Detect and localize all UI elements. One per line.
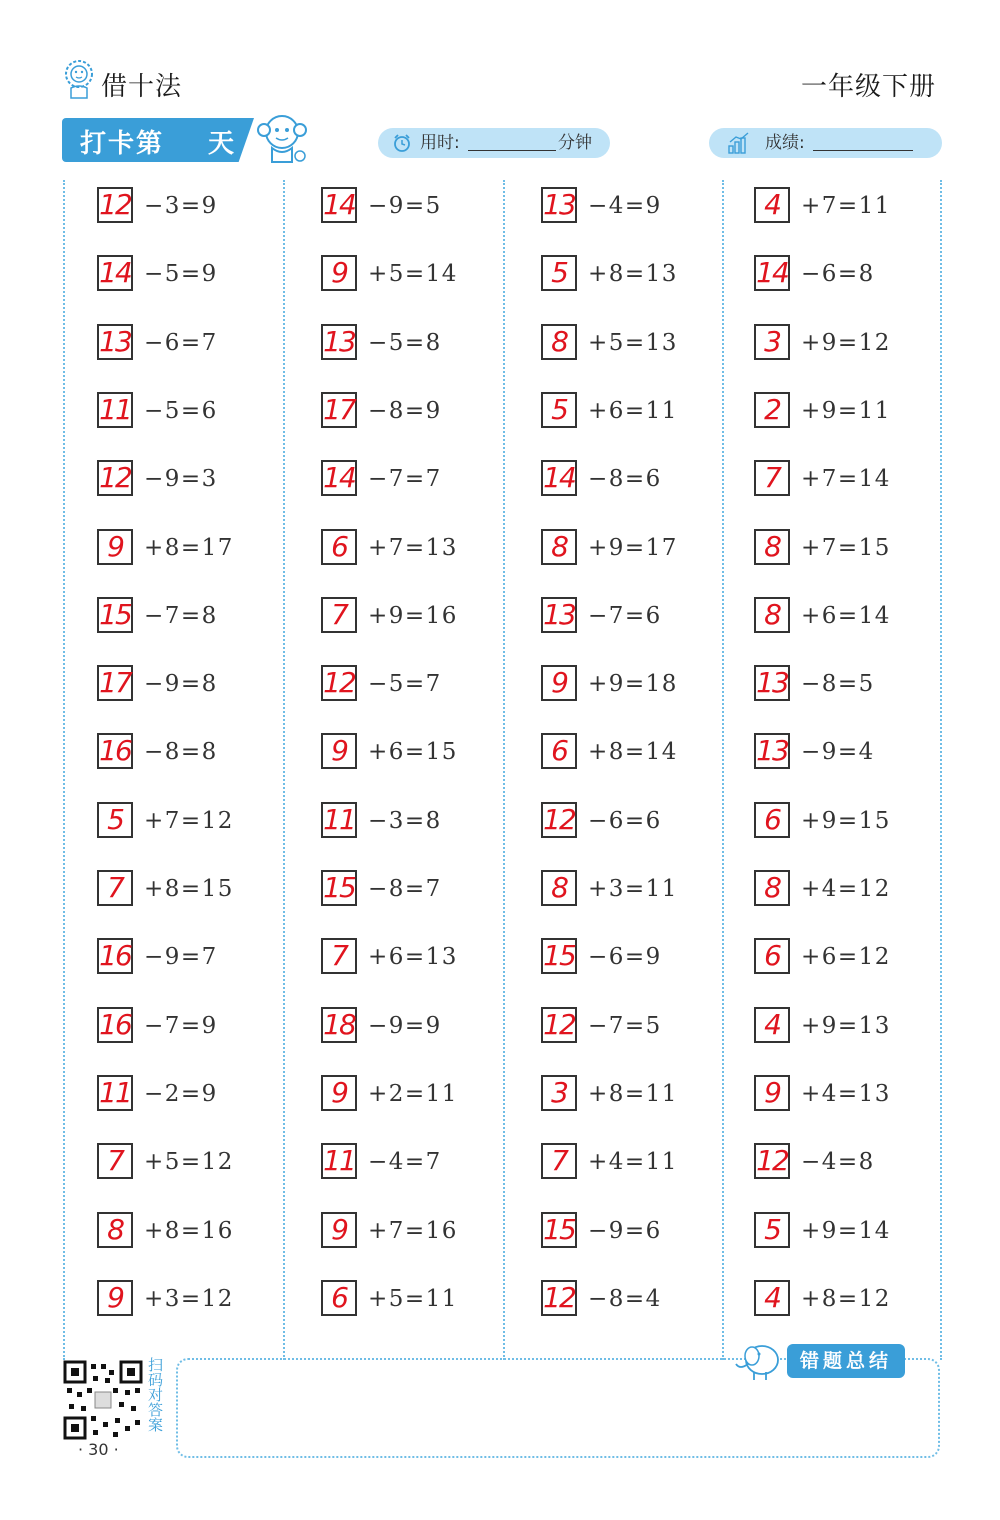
problem-item: [97, 597, 307, 637]
problem-item: [541, 1075, 751, 1115]
problem-item: [754, 802, 964, 842]
equation-text: +8=16: [144, 1218, 234, 1244]
score-blank[interactable]: [813, 150, 913, 151]
problem-item: [321, 324, 531, 364]
handwritten-answer: 7: [764, 461, 780, 494]
equation-text: +7=13: [368, 535, 458, 561]
handwritten-answer: 6: [764, 939, 780, 972]
handwritten-answer: 18: [323, 1008, 355, 1041]
handwritten-answer: 7: [331, 939, 347, 972]
problem-item: [754, 665, 964, 705]
problem-item: [321, 665, 531, 705]
equation-text: +9=12: [801, 330, 891, 356]
equation-text: −7=5: [588, 1013, 662, 1039]
problem-item: [754, 733, 964, 773]
grade-label: 一年级下册: [800, 72, 936, 102]
problem-item: [541, 733, 751, 773]
handwritten-answer: 15: [99, 598, 131, 631]
handwritten-answer: 4: [764, 1281, 780, 1314]
problem-item: [541, 938, 751, 978]
equation-text: +7=15: [801, 535, 891, 561]
handwritten-answer: 7: [107, 871, 123, 904]
handwritten-answer: 12: [99, 461, 131, 494]
handwritten-answer: 14: [543, 461, 575, 494]
equation-text: +3=12: [144, 1286, 234, 1312]
equation-text: +4=11: [588, 1149, 678, 1175]
problem-item: [754, 1280, 964, 1320]
problem-item: [321, 870, 531, 910]
elephant-mascot-icon: [732, 1340, 784, 1382]
handwritten-answer: 12: [323, 666, 355, 699]
handwritten-answer: 13: [543, 598, 575, 631]
equation-text: −5=7: [368, 671, 442, 697]
problem-item: [541, 870, 751, 910]
problem-item: [97, 187, 307, 227]
problem-item: [541, 665, 751, 705]
handwritten-answer: 9: [551, 666, 567, 699]
problem-item: [754, 870, 964, 910]
equation-text: +9=11: [801, 398, 891, 424]
equation-text: −5=9: [144, 261, 218, 287]
alarm-clock-icon: [392, 133, 412, 153]
equation-text: −4=8: [801, 1149, 875, 1175]
equation-text: +9=18: [588, 671, 678, 697]
handwritten-answer: 12: [543, 1008, 575, 1041]
problem-item: [541, 1212, 751, 1252]
topic-title: 借十法: [101, 72, 183, 102]
equation-text: +8=13: [588, 261, 678, 287]
equation-text: −8=4: [588, 1286, 662, 1312]
problem-item: [97, 733, 307, 773]
equation-text: +5=13: [588, 330, 678, 356]
handwritten-answer: 11: [99, 1076, 131, 1109]
problem-item: [321, 1007, 531, 1047]
equation-text: −6=7: [144, 330, 218, 356]
checkin-suffix: 天: [208, 129, 235, 159]
equation-text: −8=8: [144, 739, 218, 765]
problem-item: [541, 802, 751, 842]
problem-item: [321, 1280, 531, 1320]
problem-item: [754, 255, 964, 295]
handwritten-answer: 9: [107, 530, 123, 563]
handwritten-answer: 13: [543, 188, 575, 221]
problem-item: [321, 460, 531, 500]
problem-item: [97, 460, 307, 500]
problem-item: [97, 1212, 307, 1252]
page-number: · 30 ·: [78, 1440, 119, 1459]
equation-text: −9=5: [368, 193, 442, 219]
problem-item: [97, 802, 307, 842]
handwritten-answer: 5: [107, 803, 123, 836]
problem-item: [754, 938, 964, 978]
problem-item: [541, 324, 751, 364]
scan-answer-label: 扫码对答案: [148, 1356, 164, 1434]
qr-code-icon[interactable]: [63, 1360, 143, 1440]
handwritten-answer: 13: [99, 325, 131, 358]
problem-item: [754, 324, 964, 364]
mistake-summary-tab: 错题总结: [787, 1344, 905, 1378]
handwritten-answer: 8: [764, 871, 780, 904]
handwritten-answer: 2: [764, 393, 780, 426]
handwritten-answer: 14: [756, 256, 788, 289]
checkin-prefix: 打卡第: [80, 129, 165, 159]
equation-text: −6=8: [801, 261, 875, 287]
problem-item: [541, 529, 751, 569]
equation-text: +9=13: [801, 1013, 891, 1039]
problem-item: [321, 529, 531, 569]
equation-text: +8=15: [144, 876, 234, 902]
equation-text: −8=7: [368, 876, 442, 902]
handwritten-answer: 6: [331, 1281, 347, 1314]
equation-text: +5=11: [368, 1286, 458, 1312]
handwritten-answer: 6: [764, 803, 780, 836]
handwritten-answer: 7: [331, 598, 347, 631]
handwritten-answer: 4: [764, 1008, 780, 1041]
handwritten-answer: 5: [764, 1213, 780, 1246]
problem-item: [97, 1280, 307, 1320]
equation-text: −9=3: [144, 466, 218, 492]
time-blank[interactable]: [468, 150, 556, 151]
handwritten-answer: 15: [323, 871, 355, 904]
handwritten-answer: 16: [99, 734, 131, 767]
problem-item: [541, 392, 751, 432]
handwritten-answer: 12: [543, 803, 575, 836]
problem-item: [97, 938, 307, 978]
problem-item: [321, 1143, 531, 1183]
equation-text: −9=6: [588, 1218, 662, 1244]
handwritten-answer: 9: [331, 734, 347, 767]
equation-text: +7=12: [144, 808, 234, 834]
problem-item: [321, 733, 531, 773]
handwritten-answer: 13: [756, 734, 788, 767]
monkey-mascot-icon: [252, 110, 312, 168]
handwritten-answer: 13: [756, 666, 788, 699]
handwritten-answer: 14: [323, 188, 355, 221]
equation-text: −9=4: [801, 739, 875, 765]
problem-item: [754, 392, 964, 432]
problem-item: [541, 597, 751, 637]
handwritten-answer: 12: [543, 1281, 575, 1314]
score-field: [709, 128, 942, 158]
equation-text: −9=8: [144, 671, 218, 697]
equation-text: −5=6: [144, 398, 218, 424]
handwritten-answer: 8: [764, 598, 780, 631]
time-label: 用时:: [420, 133, 460, 153]
handwritten-answer: 17: [323, 393, 355, 426]
problem-item: [541, 1143, 751, 1183]
handwritten-answer: 3: [764, 325, 780, 358]
equation-text: +4=13: [801, 1081, 891, 1107]
handwritten-answer: 7: [551, 1144, 567, 1177]
equation-text: −9=9: [368, 1013, 442, 1039]
equation-text: +3=11: [588, 876, 678, 902]
equation-text: −7=8: [144, 603, 218, 629]
handwritten-answer: 9: [107, 1281, 123, 1314]
problem-item: [541, 460, 751, 500]
problem-item: [541, 1007, 751, 1047]
lion-mascot-icon: [62, 58, 96, 100]
equation-text: +7=16: [368, 1218, 458, 1244]
equation-text: +8=14: [588, 739, 678, 765]
equation-text: −3=9: [144, 193, 218, 219]
problem-item: [97, 1075, 307, 1115]
problem-item: [321, 1212, 531, 1252]
handwritten-answer: 11: [323, 803, 355, 836]
handwritten-answer: 11: [99, 393, 131, 426]
equation-text: −7=7: [368, 466, 442, 492]
equation-text: +7=14: [801, 466, 891, 492]
handwritten-answer: 15: [543, 939, 575, 972]
problem-item: [97, 870, 307, 910]
problem-item: [754, 460, 964, 500]
problem-item: [321, 255, 531, 295]
problem-item: [321, 187, 531, 227]
score-label: 成绩:: [765, 133, 805, 153]
equation-text: +5=12: [144, 1149, 234, 1175]
problem-item: [754, 597, 964, 637]
problem-item: [541, 255, 751, 295]
equation-text: −4=7: [368, 1149, 442, 1175]
handwritten-answer: 5: [551, 256, 567, 289]
problem-item: [754, 1075, 964, 1115]
handwritten-answer: 8: [764, 530, 780, 563]
equation-text: +8=11: [588, 1081, 678, 1107]
column-divider: [63, 180, 65, 1360]
problem-item: [97, 255, 307, 295]
problem-item: [754, 1212, 964, 1252]
problem-item: [754, 529, 964, 569]
equation-text: +5=14: [368, 261, 458, 287]
problem-item: [97, 1143, 307, 1183]
equation-text: +6=15: [368, 739, 458, 765]
handwritten-answer: 11: [323, 1144, 355, 1177]
handwritten-answer: 3: [551, 1076, 567, 1109]
equation-text: −5=8: [368, 330, 442, 356]
handwritten-answer: 9: [331, 1076, 347, 1109]
equation-text: +4=12: [801, 876, 891, 902]
problem-item: [754, 187, 964, 227]
bar-chart-icon: [727, 132, 751, 154]
time-unit: 分钟: [558, 133, 592, 153]
equation-text: +6=11: [588, 398, 678, 424]
handwritten-answer: 16: [99, 939, 131, 972]
handwritten-answer: 9: [331, 256, 347, 289]
handwritten-answer: 9: [764, 1076, 780, 1109]
problem-item: [97, 392, 307, 432]
handwritten-answer: 7: [107, 1144, 123, 1177]
handwritten-answer: 13: [323, 325, 355, 358]
problem-item: [541, 1280, 751, 1320]
equation-text: −7=6: [588, 603, 662, 629]
equation-text: +8=12: [801, 1286, 891, 1312]
problem-item: [97, 665, 307, 705]
problem-item: [97, 324, 307, 364]
equation-text: −2=9: [144, 1081, 218, 1107]
problem-item: [321, 938, 531, 978]
equation-text: −8=6: [588, 466, 662, 492]
equation-text: −6=9: [588, 944, 662, 970]
equation-text: −8=5: [801, 671, 875, 697]
problem-item: [754, 1143, 964, 1183]
equation-text: −6=6: [588, 808, 662, 834]
equation-text: +7=11: [801, 193, 891, 219]
equation-text: +9=17: [588, 535, 678, 561]
problem-item: [321, 392, 531, 432]
handwritten-answer: 14: [323, 461, 355, 494]
handwritten-answer: 4: [764, 188, 780, 221]
problem-item: [321, 802, 531, 842]
problem-item: [97, 529, 307, 569]
handwritten-answer: 6: [331, 530, 347, 563]
equation-text: +6=14: [801, 603, 891, 629]
equation-text: +9=15: [801, 808, 891, 834]
handwritten-answer: 12: [756, 1144, 788, 1177]
equation-text: −3=8: [368, 808, 442, 834]
handwritten-answer: 8: [107, 1213, 123, 1246]
problem-item: [541, 187, 751, 227]
handwritten-answer: 8: [551, 325, 567, 358]
handwritten-answer: 5: [551, 393, 567, 426]
handwritten-answer: 12: [99, 188, 131, 221]
equation-text: +8=17: [144, 535, 234, 561]
handwritten-answer: 15: [543, 1213, 575, 1246]
handwritten-answer: 17: [99, 666, 131, 699]
equation-text: +6=12: [801, 944, 891, 970]
equation-text: −9=7: [144, 944, 218, 970]
problem-item: [321, 1075, 531, 1115]
handwritten-answer: 16: [99, 1008, 131, 1041]
handwritten-answer: 6: [551, 734, 567, 767]
handwritten-answer: 8: [551, 871, 567, 904]
handwritten-answer: 9: [331, 1213, 347, 1246]
problem-item: [754, 1007, 964, 1047]
time-field: [378, 128, 610, 158]
equation-text: −8=9: [368, 398, 442, 424]
equation-text: +2=11: [368, 1081, 458, 1107]
equation-text: +9=14: [801, 1218, 891, 1244]
equation-text: +9=16: [368, 603, 458, 629]
equation-text: −4=9: [588, 193, 662, 219]
problem-item: [321, 597, 531, 637]
handwritten-answer: 14: [99, 256, 131, 289]
problem-item: [97, 1007, 307, 1047]
equation-text: −7=9: [144, 1013, 218, 1039]
equation-text: +6=13: [368, 944, 458, 970]
handwritten-answer: 8: [551, 530, 567, 563]
